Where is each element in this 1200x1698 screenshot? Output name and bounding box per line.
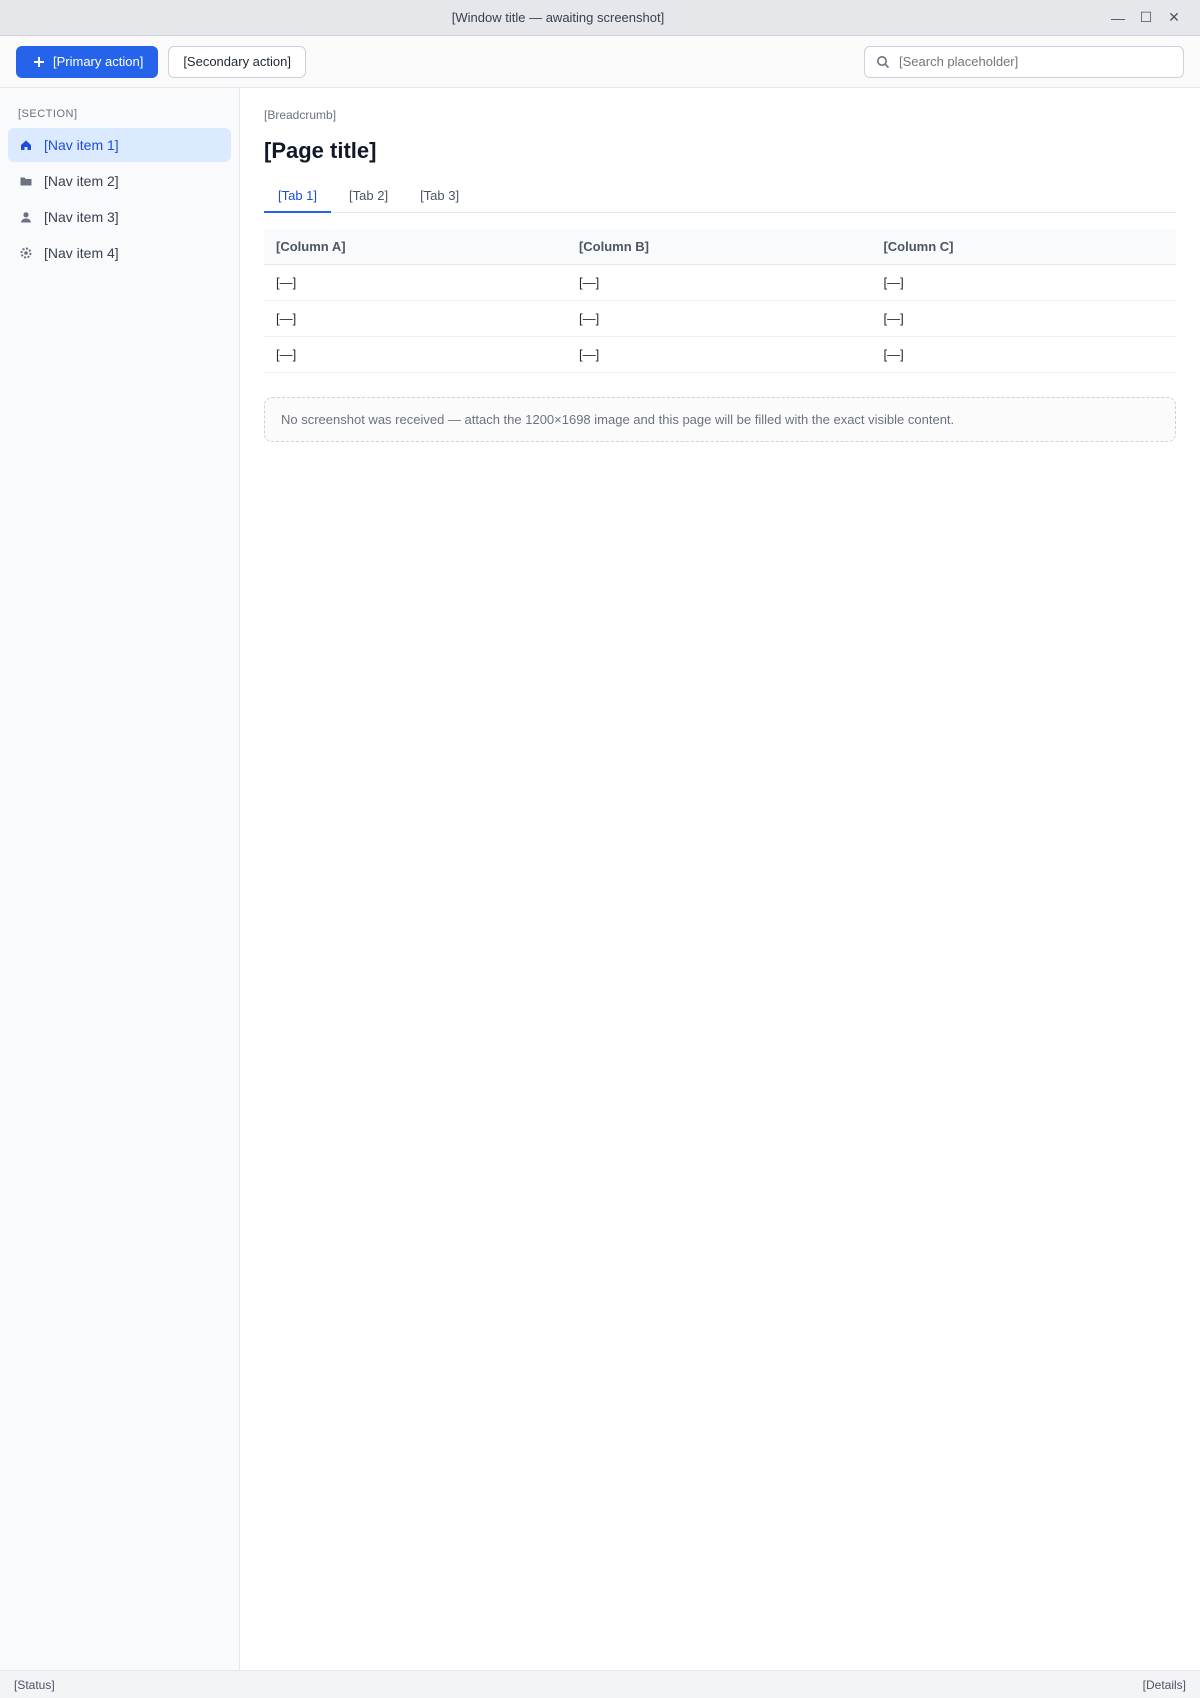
sidebar-item-4[interactable] <box>8 236 231 270</box>
status-bar <box>0 1670 1200 1698</box>
sidebar-item-label: [Nav item 4] <box>44 245 119 261</box>
maximize-button[interactable]: ☐ <box>1139 9 1153 25</box>
home-icon <box>18 137 34 153</box>
table-cell: [—] <box>264 337 567 373</box>
sidebar <box>0 88 240 1670</box>
sidebar-item-label: [Nav item 1] <box>44 137 119 153</box>
secondary-action-button[interactable] <box>168 46 306 78</box>
user-icon <box>18 209 34 225</box>
table-cell: [—] <box>871 265 1176 301</box>
table-row[interactable] <box>264 265 1176 301</box>
tab-2[interactable]: [Tab 2] <box>349 188 389 203</box>
main-panel <box>240 88 1200 1670</box>
plus-icon <box>31 54 47 70</box>
title-bar[interactable] <box>0 0 1200 36</box>
toolbar <box>0 36 1200 88</box>
sidebar-item-1[interactable] <box>8 128 231 162</box>
missing-screenshot-note: No screenshot was received — attach the 1200×1698 image and this page will be filled with the exact visible content. <box>264 397 1176 442</box>
table-cell: [—] <box>567 301 872 337</box>
sidebar-item-label: [Nav item 3] <box>44 209 119 225</box>
column-header[interactable]: [Column B] <box>567 229 872 265</box>
page-title: [Page title] <box>264 138 377 163</box>
search-input[interactable] <box>899 54 1173 69</box>
table-cell: [—] <box>567 337 872 373</box>
table-cell: [—] <box>264 265 567 301</box>
primary-action-button[interactable] <box>16 46 158 78</box>
column-header[interactable]: [Column A] <box>264 229 567 265</box>
status-details: [Details] <box>1142 1677 1186 1692</box>
table-row[interactable] <box>264 301 1176 337</box>
search-icon <box>875 54 891 70</box>
tab-bar <box>264 180 1176 213</box>
content-area <box>0 88 1200 1670</box>
sidebar-section-label: [SECTION] <box>18 108 78 120</box>
primary-action-label: [Primary action] <box>53 54 144 69</box>
column-header[interactable]: [Column C] <box>871 229 1176 265</box>
sidebar-item-2[interactable] <box>8 164 231 198</box>
sidebar-item-label: [Nav item 2] <box>44 173 119 189</box>
tab-3[interactable]: [Tab 3] <box>420 188 460 203</box>
search-box[interactable] <box>864 46 1184 78</box>
table-cell: [—] <box>567 265 872 301</box>
breadcrumb[interactable]: [Breadcrumb] <box>264 108 337 122</box>
gear-icon <box>18 245 34 261</box>
close-button[interactable]: ✕ <box>1168 9 1180 25</box>
table-header-row <box>264 229 1176 265</box>
folder-icon <box>18 173 34 189</box>
status-text: [Status] <box>14 1677 55 1692</box>
secondary-action-label: [Secondary action] <box>183 54 291 69</box>
window-title: [Window title — awaiting screenshot] <box>451 10 665 25</box>
table-cell: [—] <box>871 337 1176 373</box>
table-row[interactable] <box>264 337 1176 373</box>
minimize-button[interactable]: — <box>1111 9 1125 26</box>
table-cell: [—] <box>264 301 567 337</box>
sidebar-item-3[interactable] <box>8 200 231 234</box>
data-table <box>264 229 1176 373</box>
tab-1[interactable]: [Tab 1] <box>264 180 331 213</box>
table-cell: [—] <box>871 301 1176 337</box>
